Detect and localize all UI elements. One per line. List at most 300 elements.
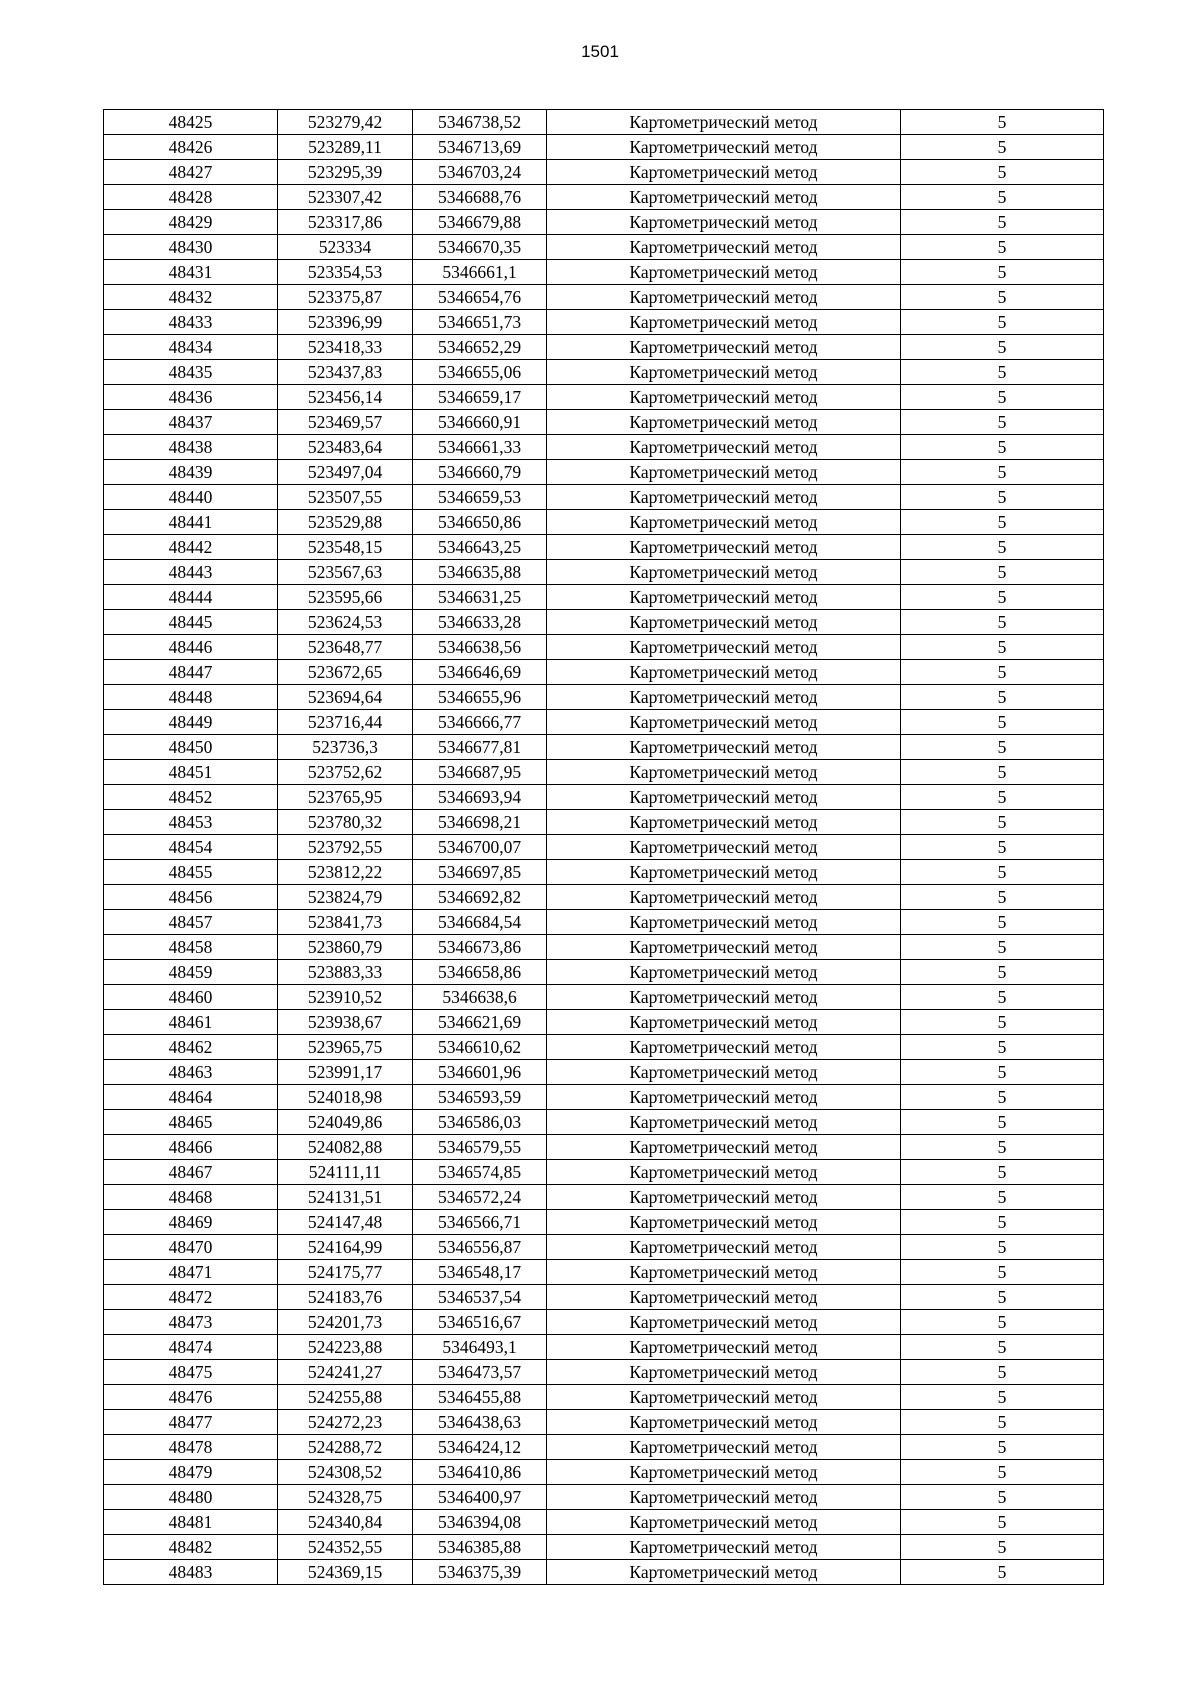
x-coordinate-cell: 524018,98: [278, 1085, 413, 1110]
method-cell: Картометрический метод: [547, 160, 901, 185]
y-coordinate-cell: 5346621,69: [413, 1010, 547, 1035]
x-coordinate-cell: 523765,95: [278, 785, 413, 810]
table-row: [104, 960, 1104, 985]
accuracy-cell: 5: [901, 510, 1104, 535]
table-row: [104, 1535, 1104, 1560]
y-coordinate-cell: 5346688,76: [413, 185, 547, 210]
method-cell: Картометрический метод: [547, 1060, 901, 1085]
accuracy-cell: 5: [901, 610, 1104, 635]
point-number-cell: 48429: [104, 210, 278, 235]
x-coordinate-cell: 524175,77: [278, 1260, 413, 1285]
accuracy-cell: 5: [901, 1110, 1104, 1135]
point-number-cell: 48437: [104, 410, 278, 435]
y-coordinate-cell: 5346635,88: [413, 560, 547, 585]
method-cell: Картометрический метод: [547, 1460, 901, 1485]
y-coordinate-cell: 5346633,28: [413, 610, 547, 635]
accuracy-cell: 5: [901, 1185, 1104, 1210]
table-row: [104, 1160, 1104, 1185]
accuracy-cell: 5: [901, 910, 1104, 935]
table-row: [104, 435, 1104, 460]
accuracy-cell: 5: [901, 485, 1104, 510]
method-cell: Картометрический метод: [547, 1410, 901, 1435]
accuracy-cell: 5: [901, 260, 1104, 285]
accuracy-cell: 5: [901, 810, 1104, 835]
method-cell: Картометрический метод: [547, 785, 901, 810]
method-cell: Картометрический метод: [547, 1435, 901, 1460]
accuracy-cell: 5: [901, 335, 1104, 360]
y-coordinate-cell: 5346574,85: [413, 1160, 547, 1185]
table-row: [104, 510, 1104, 535]
method-cell: Картометрический метод: [547, 510, 901, 535]
method-cell: Картометрический метод: [547, 1360, 901, 1385]
table-row: [104, 1335, 1104, 1360]
point-number-cell: 48449: [104, 710, 278, 735]
table-row: [104, 910, 1104, 935]
point-number-cell: 48430: [104, 235, 278, 260]
x-coordinate-cell: 523507,55: [278, 485, 413, 510]
table-row: [104, 735, 1104, 760]
point-number-cell: 48431: [104, 260, 278, 285]
x-coordinate-cell: 523456,14: [278, 385, 413, 410]
y-coordinate-cell: 5346424,12: [413, 1435, 547, 1460]
accuracy-cell: 5: [901, 460, 1104, 485]
method-cell: Картометрический метод: [547, 1135, 901, 1160]
accuracy-cell: 5: [901, 410, 1104, 435]
accuracy-cell: 5: [901, 1385, 1104, 1410]
table-row: [104, 560, 1104, 585]
method-cell: Картометрический метод: [547, 1235, 901, 1260]
point-number-cell: 48454: [104, 835, 278, 860]
method-cell: Картометрический метод: [547, 110, 901, 135]
table-row: [104, 335, 1104, 360]
method-cell: Картометрический метод: [547, 760, 901, 785]
y-coordinate-cell: 5346610,62: [413, 1035, 547, 1060]
y-coordinate-cell: 5346659,17: [413, 385, 547, 410]
y-coordinate-cell: 5346713,69: [413, 135, 547, 160]
method-cell: Картометрический метод: [547, 685, 901, 710]
y-coordinate-cell: 5346659,53: [413, 485, 547, 510]
y-coordinate-cell: 5346572,24: [413, 1185, 547, 1210]
point-number-cell: 48477: [104, 1410, 278, 1435]
y-coordinate-cell: 5346687,95: [413, 760, 547, 785]
point-number-cell: 48456: [104, 885, 278, 910]
x-coordinate-cell: 523824,79: [278, 885, 413, 910]
point-number-cell: 48471: [104, 1260, 278, 1285]
y-coordinate-cell: 5346394,08: [413, 1510, 547, 1535]
accuracy-cell: 5: [901, 710, 1104, 735]
table-row: [104, 1560, 1104, 1585]
accuracy-cell: 5: [901, 1535, 1104, 1560]
point-number-cell: 48452: [104, 785, 278, 810]
x-coordinate-cell: 523497,04: [278, 460, 413, 485]
method-cell: Картометрический метод: [547, 885, 901, 910]
method-cell: Картометрический метод: [547, 1535, 901, 1560]
y-coordinate-cell: 5346666,77: [413, 710, 547, 735]
x-coordinate-cell: 524049,86: [278, 1110, 413, 1135]
point-number-cell: 48469: [104, 1210, 278, 1235]
table-row: [104, 860, 1104, 885]
point-number-cell: 48465: [104, 1110, 278, 1135]
x-coordinate-cell: 524288,72: [278, 1435, 413, 1460]
accuracy-cell: 5: [901, 210, 1104, 235]
table-row: [104, 610, 1104, 635]
x-coordinate-cell: 523289,11: [278, 135, 413, 160]
table-row: [104, 1435, 1104, 1460]
table-row: [104, 1260, 1104, 1285]
point-number-cell: 48446: [104, 635, 278, 660]
accuracy-cell: 5: [901, 1460, 1104, 1485]
accuracy-cell: 5: [901, 1010, 1104, 1035]
x-coordinate-cell: 523694,64: [278, 685, 413, 710]
x-coordinate-cell: 523279,42: [278, 110, 413, 135]
method-cell: Картометрический метод: [547, 1185, 901, 1210]
y-coordinate-cell: 5346638,56: [413, 635, 547, 660]
method-cell: Картометрический метод: [547, 635, 901, 660]
x-coordinate-cell: 523991,17: [278, 1060, 413, 1085]
y-coordinate-cell: 5346375,39: [413, 1560, 547, 1585]
y-coordinate-cell: 5346385,88: [413, 1535, 547, 1560]
y-coordinate-cell: 5346537,54: [413, 1285, 547, 1310]
x-coordinate-cell: 524223,88: [278, 1335, 413, 1360]
point-number-cell: 48435: [104, 360, 278, 385]
accuracy-cell: 5: [901, 1335, 1104, 1360]
x-coordinate-cell: 523792,55: [278, 835, 413, 860]
x-coordinate-cell: 523354,53: [278, 260, 413, 285]
x-coordinate-cell: 524352,55: [278, 1535, 413, 1560]
table-row: [104, 685, 1104, 710]
x-coordinate-cell: 523841,73: [278, 910, 413, 935]
accuracy-cell: 5: [901, 1485, 1104, 1510]
method-cell: Картометрический метод: [547, 1260, 901, 1285]
point-number-cell: 48480: [104, 1485, 278, 1510]
x-coordinate-cell: 523469,57: [278, 410, 413, 435]
x-coordinate-cell: 523910,52: [278, 985, 413, 1010]
point-number-cell: 48463: [104, 1060, 278, 1085]
x-coordinate-cell: 523437,83: [278, 360, 413, 385]
x-coordinate-cell: 524131,51: [278, 1185, 413, 1210]
y-coordinate-cell: 5346516,67: [413, 1310, 547, 1335]
method-cell: Картометрический метод: [547, 385, 901, 410]
accuracy-cell: 5: [901, 635, 1104, 660]
accuracy-cell: 5: [901, 760, 1104, 785]
y-coordinate-cell: 5346652,29: [413, 335, 547, 360]
point-number-cell: 48428: [104, 185, 278, 210]
method-cell: Картометрический метод: [547, 610, 901, 635]
y-coordinate-cell: 5346655,06: [413, 360, 547, 385]
y-coordinate-cell: 5346473,57: [413, 1360, 547, 1385]
accuracy-cell: 5: [901, 835, 1104, 860]
y-coordinate-cell: 5346643,25: [413, 535, 547, 560]
accuracy-cell: 5: [901, 1135, 1104, 1160]
method-cell: Картометрический метод: [547, 460, 901, 485]
method-cell: Картометрический метод: [547, 660, 901, 685]
method-cell: Картометрический метод: [547, 1385, 901, 1410]
y-coordinate-cell: 5346670,35: [413, 235, 547, 260]
table-row: [104, 110, 1104, 135]
accuracy-cell: 5: [901, 1260, 1104, 1285]
table-row: [104, 585, 1104, 610]
table-row: [104, 710, 1104, 735]
accuracy-cell: 5: [901, 785, 1104, 810]
method-cell: Картометрический метод: [547, 585, 901, 610]
point-number-cell: 48438: [104, 435, 278, 460]
x-coordinate-cell: 524340,84: [278, 1510, 413, 1535]
method-cell: Картометрический метод: [547, 860, 901, 885]
table-row: [104, 885, 1104, 910]
x-coordinate-cell: 524183,76: [278, 1285, 413, 1310]
coordinates-table: [103, 109, 1104, 1585]
table-row: [104, 360, 1104, 385]
accuracy-cell: 5: [901, 960, 1104, 985]
x-coordinate-cell: 523716,44: [278, 710, 413, 735]
point-number-cell: 48467: [104, 1160, 278, 1185]
y-coordinate-cell: 5346673,86: [413, 935, 547, 960]
y-coordinate-cell: 5346660,91: [413, 410, 547, 435]
table-row: [104, 660, 1104, 685]
point-number-cell: 48451: [104, 760, 278, 785]
accuracy-cell: 5: [901, 935, 1104, 960]
y-coordinate-cell: 5346692,82: [413, 885, 547, 910]
x-coordinate-cell: 523548,15: [278, 535, 413, 560]
point-number-cell: 48445: [104, 610, 278, 635]
y-coordinate-cell: 5346586,03: [413, 1110, 547, 1135]
y-coordinate-cell: 5346651,73: [413, 310, 547, 335]
point-number-cell: 48475: [104, 1360, 278, 1385]
x-coordinate-cell: 523780,32: [278, 810, 413, 835]
table-row: [104, 1360, 1104, 1385]
method-cell: Картометрический метод: [547, 560, 901, 585]
accuracy-cell: 5: [901, 1510, 1104, 1535]
table-row: [104, 1135, 1104, 1160]
accuracy-cell: 5: [901, 885, 1104, 910]
table-row: [104, 935, 1104, 960]
y-coordinate-cell: 5346693,94: [413, 785, 547, 810]
point-number-cell: 48473: [104, 1310, 278, 1335]
accuracy-cell: 5: [901, 1085, 1104, 1110]
y-coordinate-cell: 5346650,86: [413, 510, 547, 535]
accuracy-cell: 5: [901, 160, 1104, 185]
x-coordinate-cell: 524147,48: [278, 1210, 413, 1235]
accuracy-cell: 5: [901, 435, 1104, 460]
accuracy-cell: 5: [901, 360, 1104, 385]
accuracy-cell: 5: [901, 135, 1104, 160]
point-number-cell: 48472: [104, 1285, 278, 1310]
x-coordinate-cell: 523860,79: [278, 935, 413, 960]
accuracy-cell: 5: [901, 1060, 1104, 1085]
table-row: [104, 235, 1104, 260]
y-coordinate-cell: 5346593,59: [413, 1085, 547, 1110]
y-coordinate-cell: 5346548,17: [413, 1260, 547, 1285]
table-row: [104, 1385, 1104, 1410]
point-number-cell: 48481: [104, 1510, 278, 1535]
table-row: [104, 135, 1104, 160]
x-coordinate-cell: 523307,42: [278, 185, 413, 210]
method-cell: Картометрический метод: [547, 985, 901, 1010]
coordinates-table-body: [104, 110, 1104, 1585]
table-row: [104, 1035, 1104, 1060]
accuracy-cell: 5: [901, 1160, 1104, 1185]
method-cell: Картометрический метод: [547, 1010, 901, 1035]
x-coordinate-cell: 523595,66: [278, 585, 413, 610]
x-coordinate-cell: 523418,33: [278, 335, 413, 360]
point-number-cell: 48448: [104, 685, 278, 710]
y-coordinate-cell: 5346638,6: [413, 985, 547, 1010]
accuracy-cell: 5: [901, 110, 1104, 135]
method-cell: Картометрический метод: [547, 1285, 901, 1310]
point-number-cell: 48436: [104, 385, 278, 410]
accuracy-cell: 5: [901, 685, 1104, 710]
accuracy-cell: 5: [901, 235, 1104, 260]
accuracy-cell: 5: [901, 285, 1104, 310]
method-cell: Картометрический метод: [547, 835, 901, 860]
y-coordinate-cell: 5346660,79: [413, 460, 547, 485]
method-cell: Картометрический метод: [547, 1110, 901, 1135]
point-number-cell: 48426: [104, 135, 278, 160]
y-coordinate-cell: 5346579,55: [413, 1135, 547, 1160]
page-number: 1501: [581, 42, 619, 61]
y-coordinate-cell: 5346455,88: [413, 1385, 547, 1410]
point-number-cell: 48425: [104, 110, 278, 135]
y-coordinate-cell: 5346566,71: [413, 1210, 547, 1235]
table-row: [104, 985, 1104, 1010]
y-coordinate-cell: 5346677,81: [413, 735, 547, 760]
accuracy-cell: 5: [901, 660, 1104, 685]
point-number-cell: 48457: [104, 910, 278, 935]
method-cell: Картометрический метод: [547, 1085, 901, 1110]
x-coordinate-cell: 524164,99: [278, 1235, 413, 1260]
table-row: [104, 635, 1104, 660]
y-coordinate-cell: 5346438,63: [413, 1410, 547, 1435]
accuracy-cell: 5: [901, 1235, 1104, 1260]
table-row: [104, 385, 1104, 410]
method-cell: Картометрический метод: [547, 960, 901, 985]
method-cell: Картометрический метод: [547, 285, 901, 310]
point-number-cell: 48460: [104, 985, 278, 1010]
method-cell: Картометрический метод: [547, 535, 901, 560]
x-coordinate-cell: 524201,73: [278, 1310, 413, 1335]
accuracy-cell: 5: [901, 1310, 1104, 1335]
accuracy-cell: 5: [901, 1410, 1104, 1435]
table-row: [104, 760, 1104, 785]
table-row: [104, 310, 1104, 335]
point-number-cell: 48464: [104, 1085, 278, 1110]
point-number-cell: 48482: [104, 1535, 278, 1560]
point-number-cell: 48483: [104, 1560, 278, 1585]
x-coordinate-cell: 524082,88: [278, 1135, 413, 1160]
accuracy-cell: 5: [901, 185, 1104, 210]
method-cell: Картометрический метод: [547, 335, 901, 360]
x-coordinate-cell: 523938,67: [278, 1010, 413, 1035]
table-row: [104, 535, 1104, 560]
x-coordinate-cell: 524241,27: [278, 1360, 413, 1385]
point-number-cell: 48453: [104, 810, 278, 835]
point-number-cell: 48442: [104, 535, 278, 560]
y-coordinate-cell: 5346658,86: [413, 960, 547, 985]
y-coordinate-cell: 5346679,88: [413, 210, 547, 235]
x-coordinate-cell: 524111,11: [278, 1160, 413, 1185]
method-cell: Картометрический метод: [547, 935, 901, 960]
method-cell: Картометрический метод: [547, 485, 901, 510]
table-row: [104, 285, 1104, 310]
x-coordinate-cell: 523883,33: [278, 960, 413, 985]
point-number-cell: 48461: [104, 1010, 278, 1035]
accuracy-cell: 5: [901, 560, 1104, 585]
point-number-cell: 48447: [104, 660, 278, 685]
y-coordinate-cell: 5346493,1: [413, 1335, 547, 1360]
accuracy-cell: 5: [901, 1360, 1104, 1385]
table-row: [104, 835, 1104, 860]
accuracy-cell: 5: [901, 585, 1104, 610]
y-coordinate-cell: 5346738,52: [413, 110, 547, 135]
x-coordinate-cell: 524308,52: [278, 1460, 413, 1485]
point-number-cell: 48434: [104, 335, 278, 360]
point-number-cell: 48444: [104, 585, 278, 610]
table-row: [104, 460, 1104, 485]
accuracy-cell: 5: [901, 1285, 1104, 1310]
x-coordinate-cell: 523567,63: [278, 560, 413, 585]
point-number-cell: 48443: [104, 560, 278, 585]
point-number-cell: 48478: [104, 1435, 278, 1460]
x-coordinate-cell: 523375,87: [278, 285, 413, 310]
accuracy-cell: 5: [901, 310, 1104, 335]
y-coordinate-cell: 5346631,25: [413, 585, 547, 610]
table-row: [104, 1485, 1104, 1510]
point-number-cell: 48455: [104, 860, 278, 885]
x-coordinate-cell: 523483,64: [278, 435, 413, 460]
x-coordinate-cell: 524328,75: [278, 1485, 413, 1510]
x-coordinate-cell: 523317,86: [278, 210, 413, 235]
method-cell: Картометрический метод: [547, 710, 901, 735]
table-row: [104, 1310, 1104, 1335]
method-cell: Картометрический метод: [547, 1485, 901, 1510]
table-row: [104, 810, 1104, 835]
table-row: [104, 1210, 1104, 1235]
method-cell: Картометрический метод: [547, 185, 901, 210]
table-row: [104, 1085, 1104, 1110]
point-number-cell: 48441: [104, 510, 278, 535]
point-number-cell: 48476: [104, 1385, 278, 1410]
x-coordinate-cell: 523624,53: [278, 610, 413, 635]
method-cell: Картометрический метод: [547, 360, 901, 385]
y-coordinate-cell: 5346655,96: [413, 685, 547, 710]
y-coordinate-cell: 5346700,07: [413, 835, 547, 860]
x-coordinate-cell: 523812,22: [278, 860, 413, 885]
y-coordinate-cell: 5346601,96: [413, 1060, 547, 1085]
y-coordinate-cell: 5346684,54: [413, 910, 547, 935]
point-number-cell: 48432: [104, 285, 278, 310]
y-coordinate-cell: 5346697,85: [413, 860, 547, 885]
x-coordinate-cell: 523295,39: [278, 160, 413, 185]
y-coordinate-cell: 5346661,33: [413, 435, 547, 460]
point-number-cell: 48458: [104, 935, 278, 960]
point-number-cell: 48479: [104, 1460, 278, 1485]
table-row: [104, 485, 1104, 510]
x-coordinate-cell: 523736,3: [278, 735, 413, 760]
y-coordinate-cell: 5346654,76: [413, 285, 547, 310]
table-row: [104, 210, 1104, 235]
method-cell: Картометрический метод: [547, 1560, 901, 1585]
point-number-cell: 48474: [104, 1335, 278, 1360]
table-row: [104, 1010, 1104, 1035]
method-cell: Картометрический метод: [547, 1335, 901, 1360]
accuracy-cell: 5: [901, 1435, 1104, 1460]
table-row: [104, 1510, 1104, 1535]
x-coordinate-cell: 524255,88: [278, 1385, 413, 1410]
method-cell: Картометрический метод: [547, 410, 901, 435]
y-coordinate-cell: 5346646,69: [413, 660, 547, 685]
accuracy-cell: 5: [901, 535, 1104, 560]
x-coordinate-cell: 523648,77: [278, 635, 413, 660]
